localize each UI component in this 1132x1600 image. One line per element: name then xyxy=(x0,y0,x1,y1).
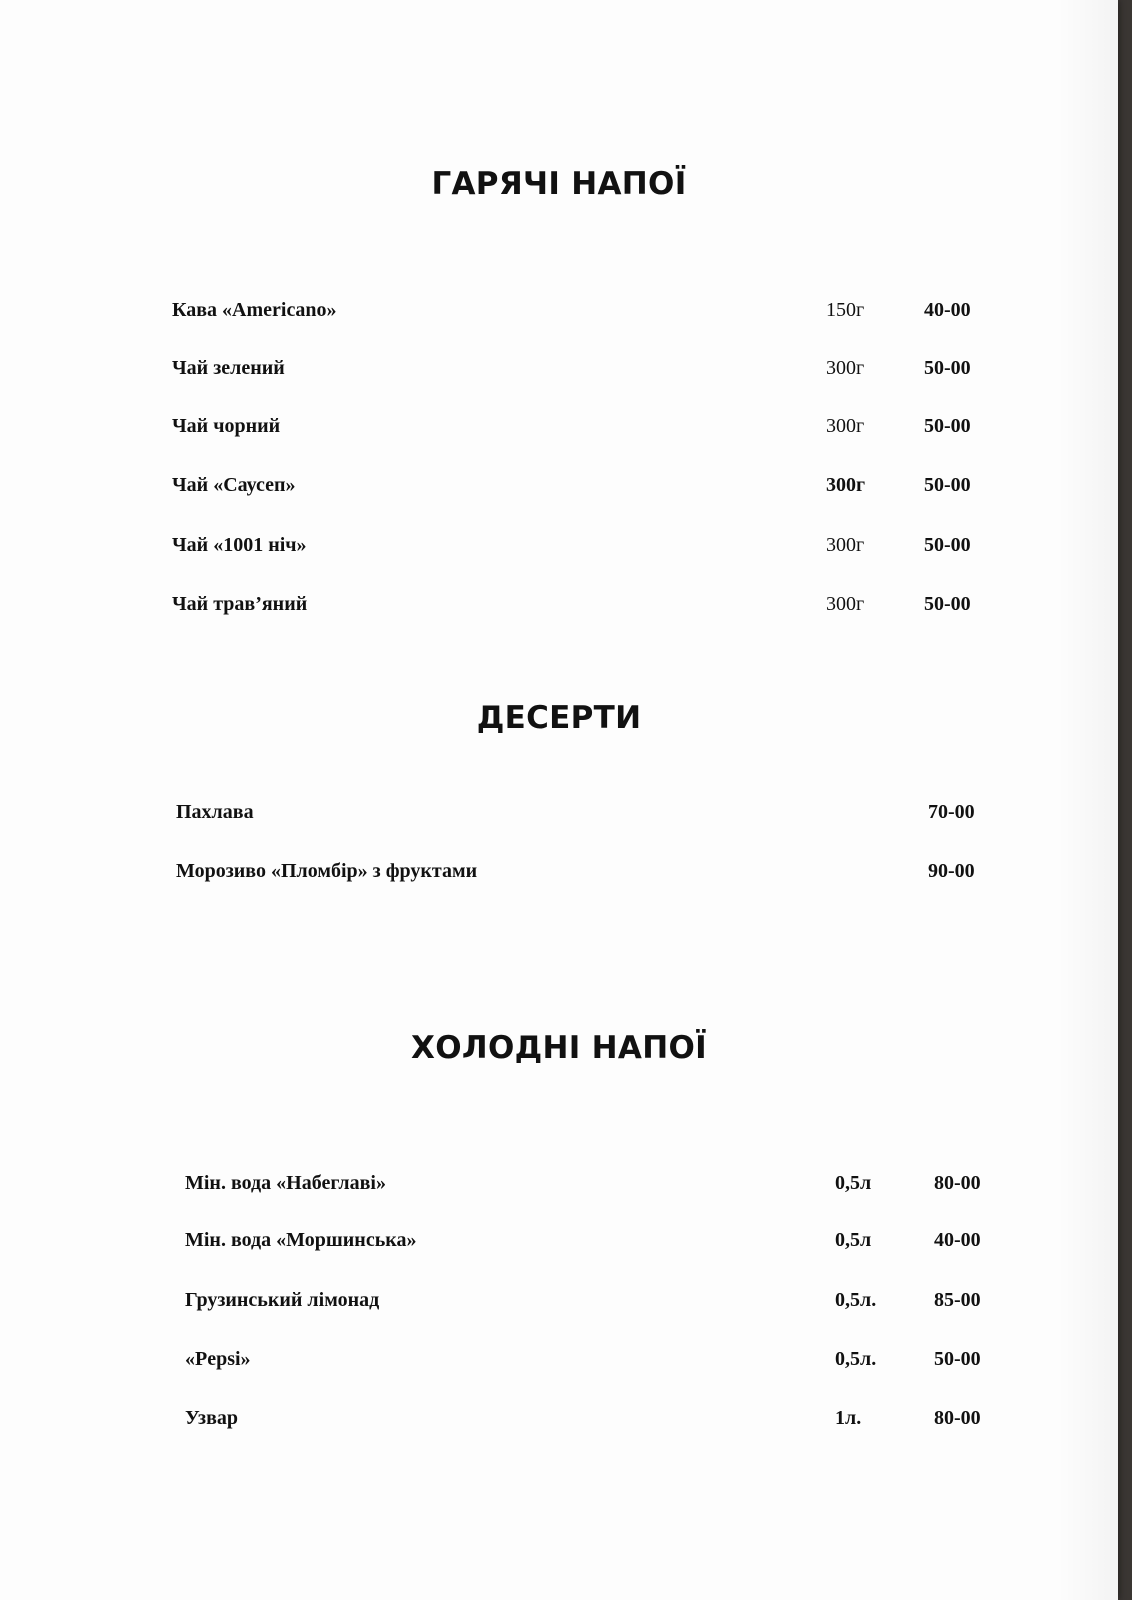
item-name: Чай трав’яний xyxy=(172,593,308,615)
item-name: Мін. вода «Набеглаві» xyxy=(185,1172,386,1194)
item-price: 85-00 xyxy=(934,1289,981,1311)
item-price: 50-00 xyxy=(924,534,971,556)
item-price: 70-00 xyxy=(928,801,975,823)
menu-item xyxy=(0,797,1118,827)
item-price: 90-00 xyxy=(928,860,975,882)
item-quantity: 1л. xyxy=(835,1407,862,1429)
item-name: Грузинський лімонад xyxy=(185,1289,380,1311)
item-quantity: 0,5л xyxy=(835,1172,872,1194)
menu-item xyxy=(0,530,1118,560)
item-name: Чай зелений xyxy=(172,357,285,379)
item-quantity: 300г xyxy=(826,534,865,556)
item-quantity: 0,5л. xyxy=(835,1289,877,1311)
menu-item xyxy=(0,411,1118,441)
item-quantity: 150г xyxy=(826,299,865,321)
menu-item xyxy=(0,470,1118,500)
item-price: 50-00 xyxy=(924,415,971,437)
menu-item xyxy=(0,295,1118,325)
item-quantity: 0,5л. xyxy=(835,1348,877,1370)
menu-item xyxy=(0,353,1118,383)
item-price: 80-00 xyxy=(934,1172,981,1194)
item-price: 40-00 xyxy=(924,299,971,321)
item-quantity: 300г xyxy=(826,474,866,496)
item-name: «Pepsi» xyxy=(185,1348,251,1370)
item-price: 50-00 xyxy=(924,357,971,379)
item-name: Морозиво «Пломбір» з фруктами xyxy=(176,860,478,882)
menu-item xyxy=(0,1285,1118,1315)
item-quantity: 300г xyxy=(826,593,865,615)
section-title-desserts: ДЕСЕРТИ xyxy=(476,700,642,736)
item-name: Чай «1001 ніч» xyxy=(172,534,307,556)
item-price: 50-00 xyxy=(924,593,971,615)
item-name: Кава «Americano» xyxy=(172,299,337,321)
item-name: Чай «Саусеп» xyxy=(172,474,296,496)
item-quantity: 300г xyxy=(826,415,865,437)
section-title-cold-drinks: ХОЛОДНІ НАПОЇ xyxy=(411,1030,707,1066)
menu-item xyxy=(0,856,1118,886)
menu-item xyxy=(0,1344,1118,1374)
item-name: Чай чорний xyxy=(172,415,281,437)
item-price: 80-00 xyxy=(934,1407,981,1429)
item-name: Мін. вода «Моршинська» xyxy=(185,1229,417,1251)
item-price: 50-00 xyxy=(934,1348,981,1370)
menu-item xyxy=(0,1403,1118,1433)
item-name: Пахлава xyxy=(176,801,254,823)
menu-item xyxy=(0,589,1118,619)
item-name: Узвар xyxy=(185,1407,238,1429)
menu-item xyxy=(0,1168,1118,1198)
item-price: 40-00 xyxy=(934,1229,981,1251)
item-quantity: 300г xyxy=(826,357,865,379)
item-quantity: 0,5л xyxy=(835,1229,872,1251)
menu-item xyxy=(0,1225,1118,1255)
item-price: 50-00 xyxy=(924,474,971,496)
section-title-hot-drinks: ГАРЯЧІ НАПОЇ xyxy=(431,166,687,202)
